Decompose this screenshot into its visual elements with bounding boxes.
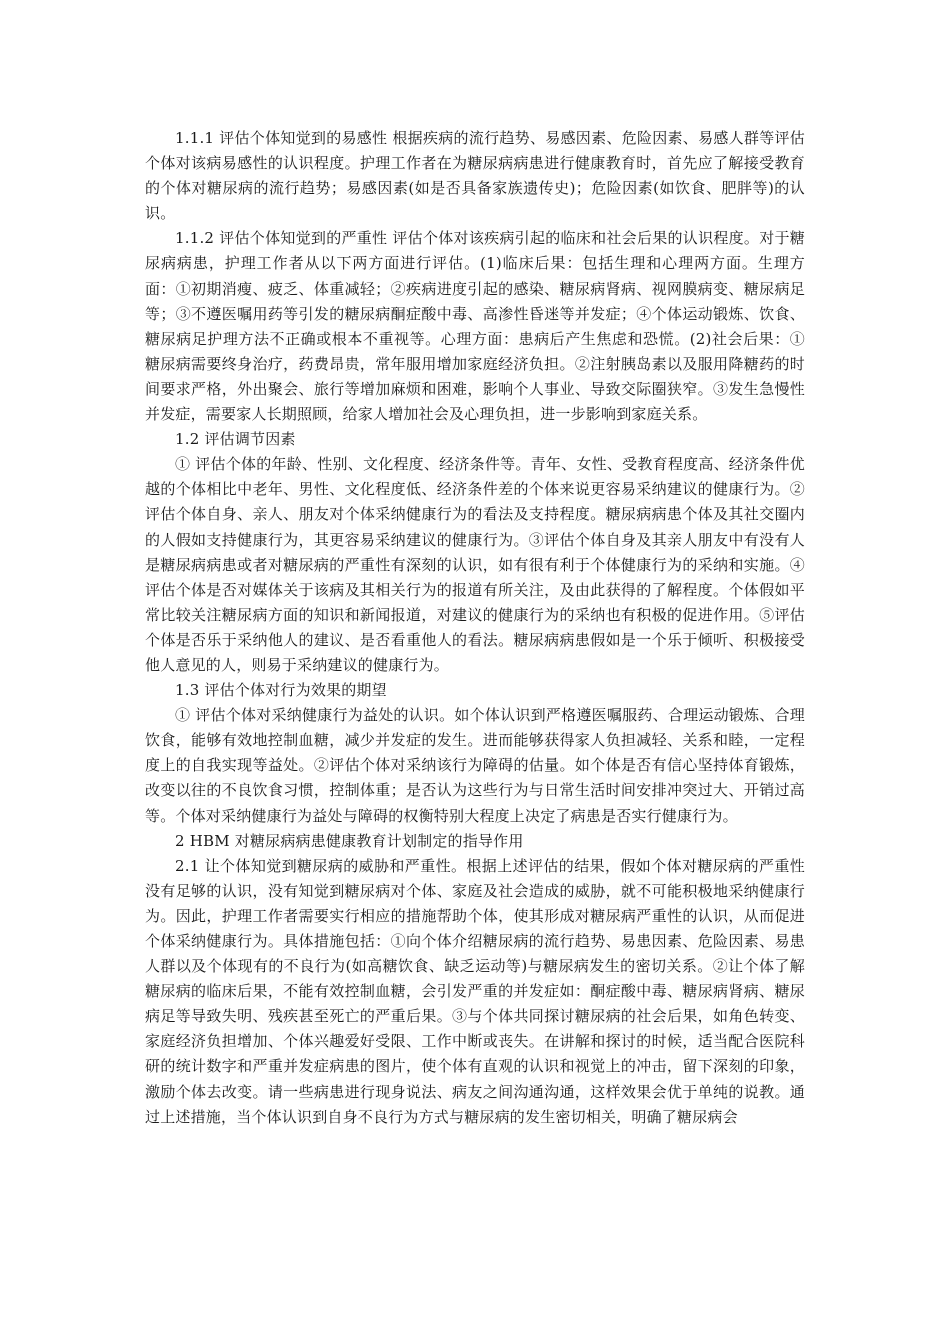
section-heading-1-2: 1.2 评估调节因素 <box>175 430 296 449</box>
paragraph-1-3-body: ① 评估个体对采纳健康行为益处的认识。如个体认识到严格遵医嘱服药、合理运动锻炼、合理饮食，能够有效地控制血糖，减少并发症的发生。进而能够获得家人负担减轻、关系和睦，一定程度上的自我实现等益处。②评估个体对采纳该行为障碍的估量。如个体是否有信心坚持体育锻炼，改变以往的不良饮食习惯，控制体重；是否认为这些行为与日常生活时间安排冲突过大、开销过高等。个体对采纳健康行为益处与障碍的权衡特别大程度上决定了病患是否实行健康行为。 <box>145 706 805 825</box>
paragraph-1-1-2: 1.1.2 评估个体知觉到的严重性 评估个体对该疾病引起的临床和社会后果的认识程度。对于糖尿病病患，护理工作者从以下两方面进行评估。(1)临床后果：包括生理和心理两方面。生理方面：①初期消瘦、疲乏、体重减轻；②疾病进度引起的感染、糖尿病肾病、视网膜病变、糖尿病足等；③不遵医嘱用药等引发的糖尿病酮症酸中毒、高渗性昏迷等并发症；④个体运动锻炼、饮食、糖尿病足护理方法不正确或根本不重视等。心理方面：患病后产生焦虑和恐慌。(2)社会后果：①糖尿病需要终身治疗，药费昂贵，常年服用增加家庭经济负担。②注射胰岛素以及服用降糖药的时间要求严格，外出聚会、旅行等增加麻烦和困难，影响个人事业、导致交际圈狭窄。③发生急慢性并发症，需要家人长期照顾，给家人增加社会及心理负担，进一步影响到家庭关系。 <box>145 229 805 424</box>
paragraph-1-1-1: 1.1.1 评估个体知觉到的易感性 根据疾病的流行趋势、易感因素、危险因素、易感人群等评估个体对该病易感性的认识程度。护理工作者在为糖尿病病患进行健康教育时，首先应了解接受教育的个体对糖尿病的流行趋势；易感因素(如是否具备家族遗传史)；危险因素(如饮食、肥胖等)的认识。 <box>145 129 805 223</box>
paragraph-1-2-body: ① 评估个体的年龄、性别、文化程度、经济条件等。青年、女性、受教育程度高、经济条件优越的个体相比中老年、男性、文化程度低、经济条件差的个体来说更容易采纳建议的健康行为。②评估个体自身、亲人、朋友对个体采纳健康行为的看法及支持程度。糖尿病病患个体及其社交圈内的人假如支持健康行为，其更容易采纳建议的健康行为。③评估个体自身及其亲人朋友中有没有人是糖尿病病患或者对糖尿病的严重性有深刻的认识，如有很有利于个体健康行为的采纳和实施。④评估个体是否对媒体关于该病及其相关行为的报道有所关注，及由此获得的了解程度。个体假如平常比较关注糖尿病方面的知识和新闻报道，对建议的健康行为的采纳也有积极的促进作用。⑤评估个体是否乐于采纳他人的建议、是否看重他人的看法。糖尿病病患假如是一个乐于倾听、积极接受他人意见的人，则易于采纳建议的健康行为。 <box>145 455 805 674</box>
paragraph-2-1: 2.1 让个体知觉到糖尿病的威胁和严重性。根据上述评估的结果，假如个体对糖尿病的严重性没有足够的认识，没有知觉到糖尿病对个体、家庭及社会造成的威胁，就不可能积极地采纳健康行为。因此，护理工作者需要实行相应的措施帮助个体，使其形成对糖尿病严重性的认识，从而促进个体采纳健康行为。具体措施包括：①向个体介绍糖尿病的流行趋势、易患因素、危险因素、易患人群以及个体现有的不良行为(如高糖饮食、缺乏运动等)与糖尿病发生的密切关系。②让个体了解糖尿病的临床后果，不能有效控制血糖，会引发严重的并发症如：酮症酸中毒、糖尿病肾病、糖尿病足等导致失明、残疾甚至死亡的严重后果。③与个体共同探讨糖尿病的社会后果，如角色转变、家庭经济负担增加、个体兴趣爱好受限、工作中断或丧失。在讲解和探讨的时候，适当配合医院科研的统计数字和严重并发症病患的图片，使个体有直观的认识和视觉上的冲击，留下深刻的印象，激励个体去改变。请一些病患进行现身说法、病友之间沟通沟通，这样效果会优于单纯的说教。通过上述措施，当个体认识到自身不良行为方式与糖尿病的发生密切相关，明确了糖尿病会 <box>145 856 805 1126</box>
document-body <box>145 126 805 1130</box>
section-heading-1-3: 1.3 评估个体对行为效果的期望 <box>175 681 387 700</box>
section-heading-2: 2 HBM 对糖尿病病患健康教育计划制定的指导作用 <box>175 831 524 850</box>
